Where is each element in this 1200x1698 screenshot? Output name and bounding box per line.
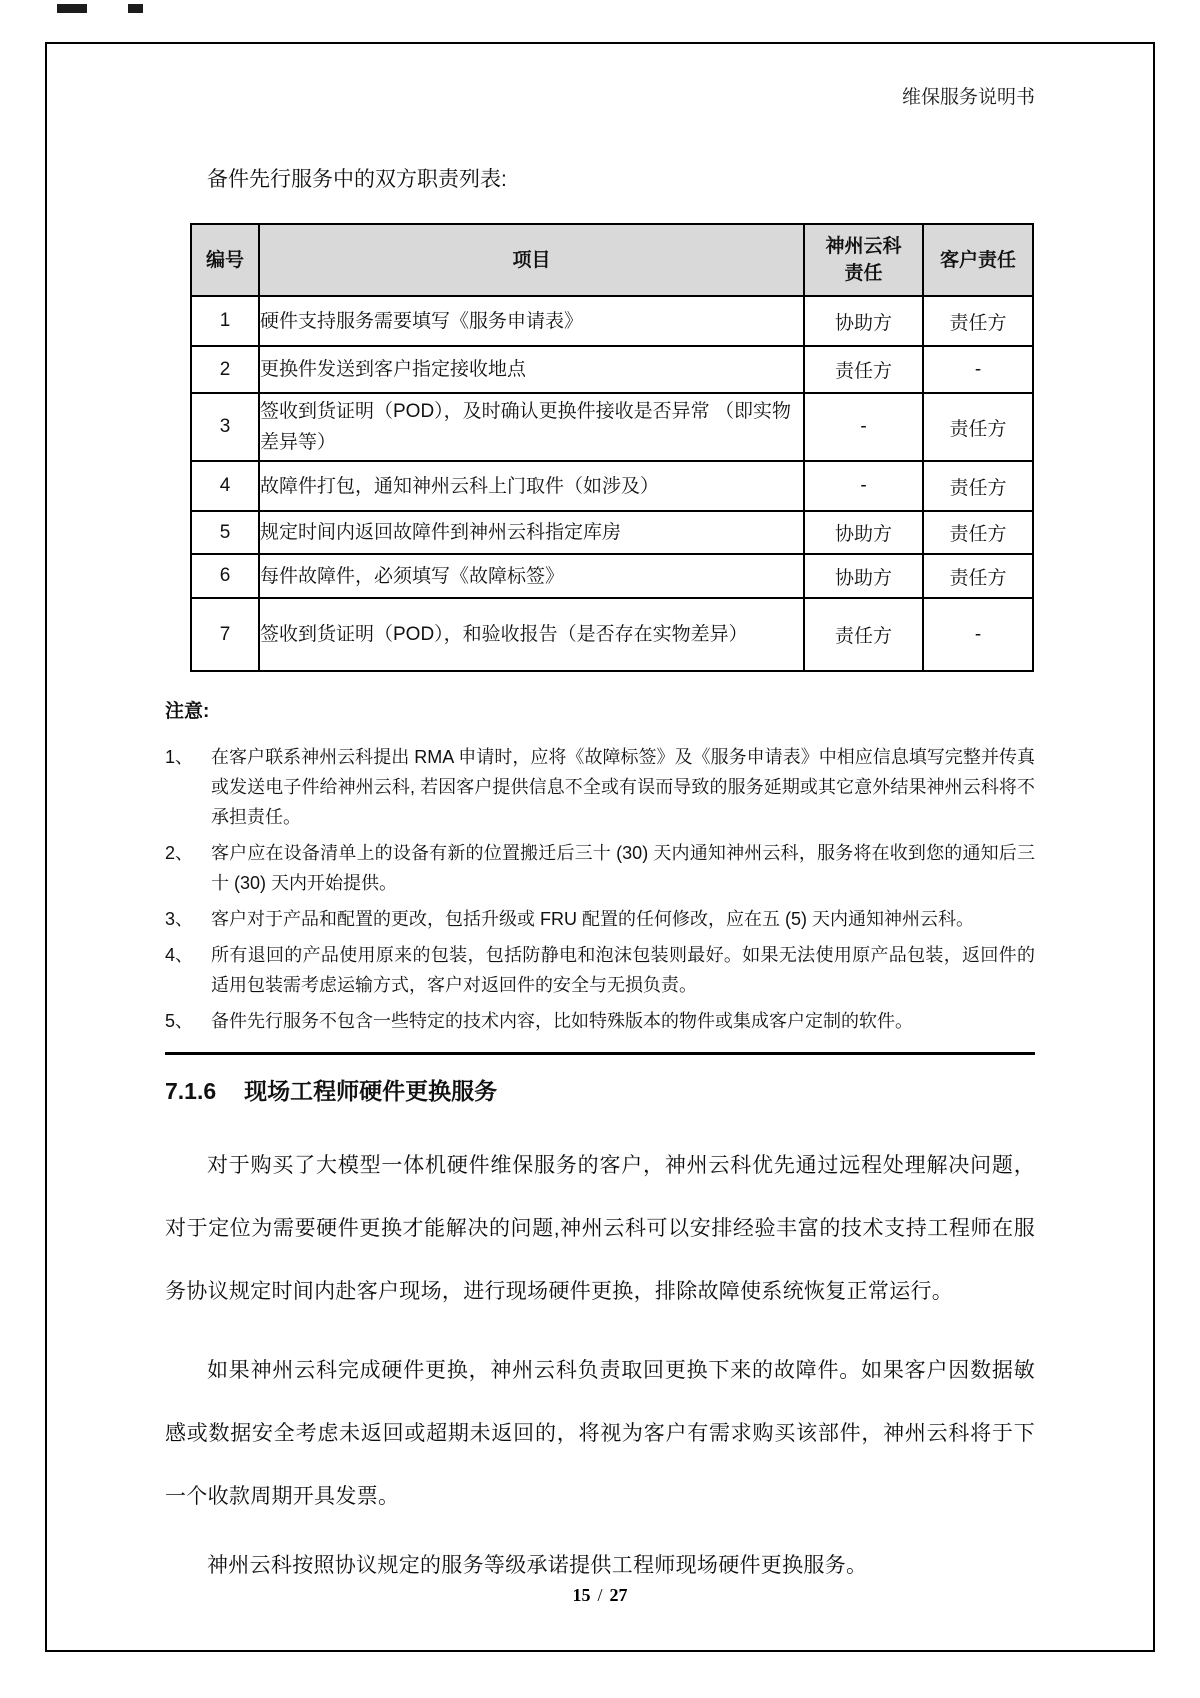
page-number: 15 [572, 1585, 591, 1605]
note-number: 2、 [165, 843, 194, 863]
note-item [165, 1006, 1035, 1036]
note-text: 客户应在设备清单上的设备有新的位置搬迁后三十 (30) 天内通知神州云科，服务将在收到您的通知后三十 (30) 天内开始提供。 [211, 843, 1035, 893]
cell-customer: - [923, 346, 1033, 393]
table-row [191, 296, 1033, 346]
table-row [191, 461, 1033, 511]
table-header-row [191, 224, 1033, 296]
col-header-customer: 客户责任 [923, 224, 1033, 296]
col-header-vendor-line1: 神州云科 [825, 236, 902, 257]
note-number: 1、 [165, 747, 194, 767]
cell-vendor: 协助方 [804, 511, 923, 554]
cell-item: 每件故障件，必须填写《故障标签》 [259, 554, 804, 598]
col-header-item: 项目 [259, 224, 804, 296]
cell-item: 规定时间内返回故障件到神州云科指定库房 [259, 511, 804, 554]
cell-number: 5 [191, 511, 259, 554]
cell-customer: 责任方 [923, 393, 1033, 461]
note-number: 3、 [165, 909, 194, 929]
section-heading [165, 1073, 1035, 1106]
page-number-separator: / [597, 1585, 603, 1605]
cell-customer: 责任方 [923, 554, 1033, 598]
note-number: 5、 [165, 1011, 194, 1031]
page-border [45, 42, 1155, 1652]
notes-label: 注意: [165, 701, 210, 722]
col-header-vendor [804, 224, 923, 296]
cell-vendor: 协助方 [804, 554, 923, 598]
note-text: 在客户联系神州云科提出 RMA 申请时，应将《故障标签》及《服务申请表》中相应信息填写完整并传真或发送电子件给神州云科, 若因客户提供信息不全或有误而导致的服务延期或其它意外结果神州云科将不承担责任。 [211, 747, 1035, 827]
cell-item: 签收到货证明（POD），和验收报告（是否存在实物差异） [259, 598, 804, 671]
cell-item: 签收到货证明（POD），及时确认更换件接收是否异常 （即实物差异等） [259, 393, 804, 461]
paragraph: 神州云科按照协议规定的服务等级承诺提供工程师现场硬件更换服务。 [207, 1554, 868, 1577]
note-text: 所有退回的产品使用原来的包装，包括防静电和泡沫包装则最好。如果无法使用原产品包装，返回件的适用包装需考虑运输方式，客户对返回件的安全与无损负责。 [211, 945, 1035, 995]
paragraph: 如果神州云科完成硬件更换，神州云科负责取回更换下来的故障件。如果客户因数据敏感或数据安全考虑未返回或超期未返回的，将视为客户有需求购买该部件，神州云科将于下一个收款周期开具发票。 [165, 1359, 1035, 1508]
note-text: 备件先行服务不包含一些特定的技术内容，比如特殊版本的物件或集成客户定制的软件。 [211, 1011, 913, 1031]
page-footer [45, 1585, 1155, 1606]
cell-number: 6 [191, 554, 259, 598]
cell-customer: 责任方 [923, 511, 1033, 554]
table-row [191, 554, 1033, 598]
table-row [191, 346, 1033, 393]
section-title: 现场工程师硬件更换服务 [244, 1078, 498, 1104]
table-row [191, 598, 1033, 671]
note-number: 4、 [165, 945, 194, 965]
cell-vendor: 责任方 [804, 598, 923, 671]
section-divider [165, 1052, 1035, 1055]
scan-artifact [128, 4, 143, 13]
document-header [165, 44, 1035, 109]
note-text: 客户对于产品和配置的更改，包括升级或 FRU 配置的任何修改，应在五 (5) 天内通知神州云科。 [211, 909, 974, 929]
cell-item: 硬件支持服务需要填写《服务申请表》 [259, 296, 804, 346]
table-row [191, 511, 1033, 554]
page-content [165, 44, 1035, 1597]
note-item [165, 742, 1035, 832]
table-row [191, 393, 1033, 461]
note-item [165, 904, 1035, 934]
col-header-number: 编号 [191, 224, 259, 296]
cell-item: 更换件发送到客户指定接收地点 [259, 346, 804, 393]
table-caption: 备件先行服务中的双方职责列表: [207, 168, 507, 191]
cell-item: 故障件打包，通知神州云科上门取件（如涉及） [259, 461, 804, 511]
cell-vendor: - [804, 461, 923, 511]
col-header-vendor-line2: 责任 [844, 263, 883, 284]
cell-vendor: 责任方 [804, 346, 923, 393]
cell-vendor: 协助方 [804, 296, 923, 346]
cell-customer: 责任方 [923, 461, 1033, 511]
cell-number: 2 [191, 346, 259, 393]
section-number: 7.1.6 [165, 1078, 217, 1104]
note-item [165, 940, 1035, 1000]
cell-number: 4 [191, 461, 259, 511]
cell-number: 1 [191, 296, 259, 346]
paragraph: 对于购买了大模型一体机硬件维保服务的客户，神州云科优先通过远程处理解决问题，对于定位为需要硬件更换才能解决的问题,神州云科可以安排经验丰富的技术支持工程师在服务协议规定时间内赴客户现场，进行现场硬件更换，排除故障使系统恢复正常运行。 [165, 1154, 1035, 1303]
scan-artifact [57, 4, 87, 13]
cell-number: 3 [191, 393, 259, 461]
responsibility-table [190, 223, 1034, 672]
document-header-title: 维保服务说明书 [901, 87, 1035, 108]
cell-customer: 责任方 [923, 296, 1033, 346]
cell-number: 7 [191, 598, 259, 671]
page-total: 27 [609, 1585, 628, 1605]
note-item [165, 838, 1035, 898]
cell-vendor: - [804, 393, 923, 461]
cell-customer: - [923, 598, 1033, 671]
